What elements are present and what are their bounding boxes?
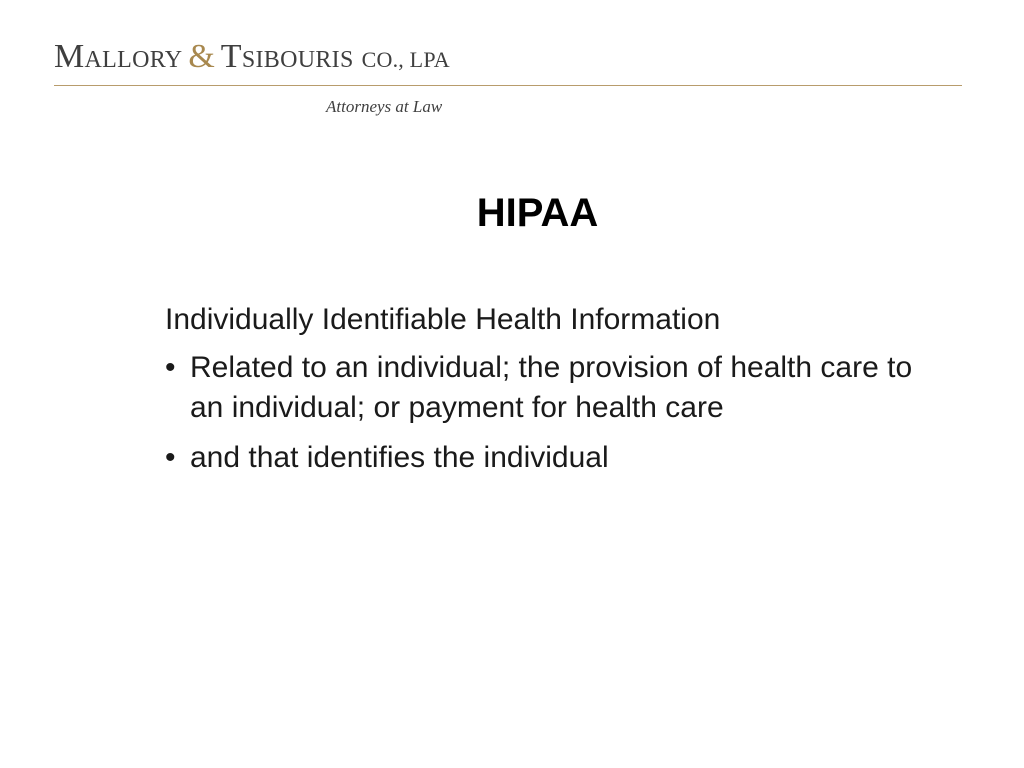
bullet-text: Related to an individual; the provision of health care to an individual; or payment for health care bbox=[190, 351, 913, 424]
bullet-item bbox=[165, 348, 935, 428]
bullet-marker: • bbox=[165, 441, 176, 474]
content-heading: Individually Identifiable Health Information bbox=[165, 303, 721, 336]
firm-logo bbox=[54, 40, 450, 74]
logo-name-tsibouris: Tsibouris bbox=[220, 38, 354, 75]
slide-content bbox=[165, 300, 935, 488]
slide-title: HIPAA bbox=[476, 191, 599, 235]
bullet-list bbox=[165, 348, 935, 478]
header-rule bbox=[54, 85, 962, 86]
bullet-item bbox=[165, 438, 935, 478]
bullet-marker: • bbox=[165, 351, 176, 384]
logo-name-mallory: Mallory bbox=[54, 38, 183, 75]
bullet-text: and that identifies the individual bbox=[190, 441, 609, 474]
logo-ampersand: & bbox=[188, 38, 215, 75]
logo-suffix: CO., LPA bbox=[361, 47, 450, 72]
firm-tagline: Attorneys at Law bbox=[326, 97, 443, 116]
